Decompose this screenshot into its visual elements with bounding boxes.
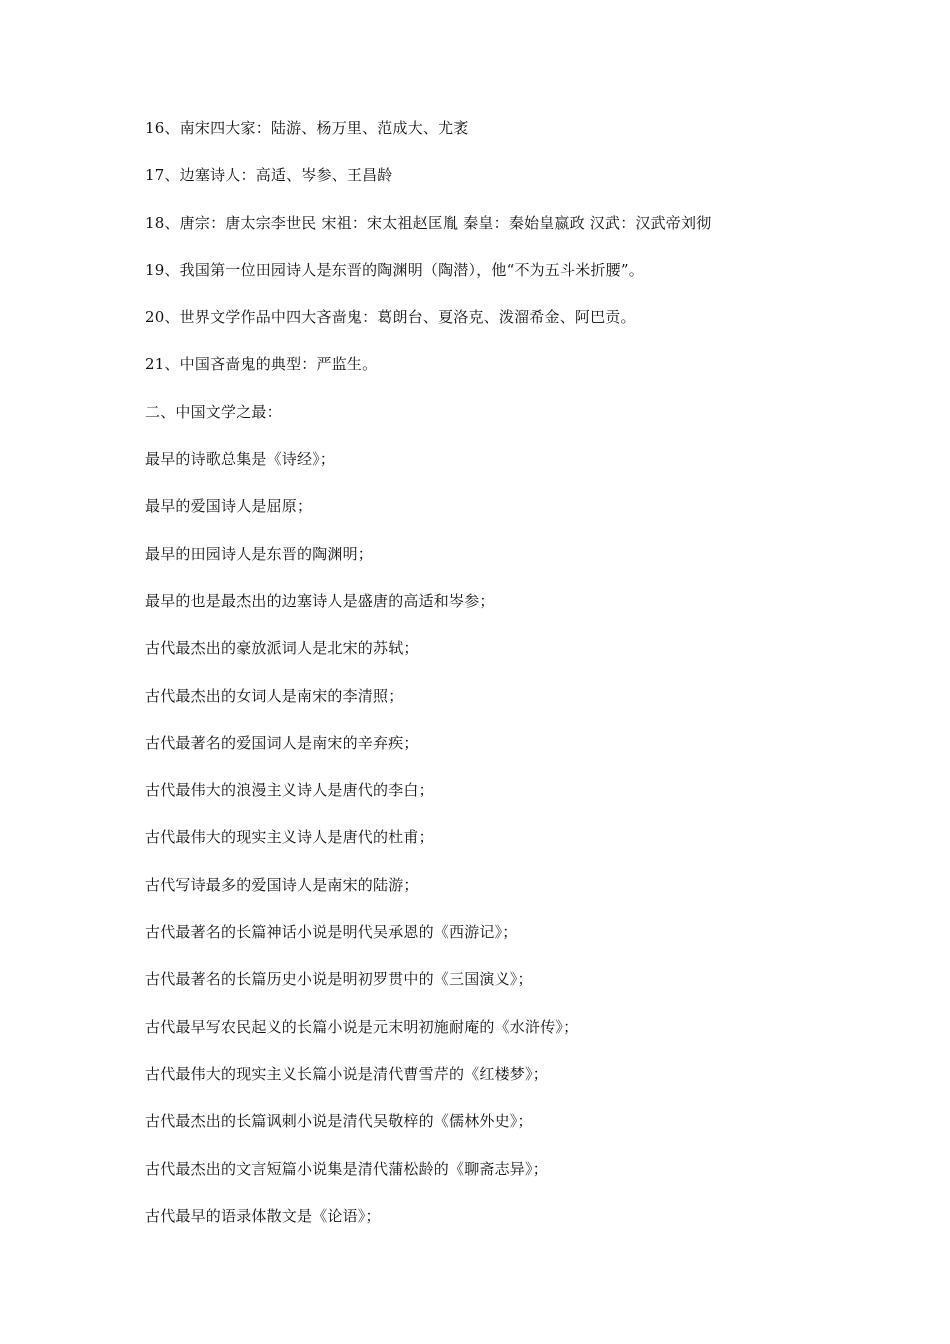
list-item-20: 20、世界文学作品中四大吝啬鬼：葛朗台、夏洛克、泼溜希金、阿巴贡。 bbox=[145, 308, 636, 327]
fact-line: 古代写诗最多的爱国诗人是南宋的陆游； bbox=[145, 875, 419, 894]
fact-line: 古代最伟大的现实主义诗人是唐代的杜甫； bbox=[145, 828, 434, 847]
fact-line: 最早的田园诗人是东晋的陶渊明； bbox=[145, 544, 374, 563]
fact-line: 古代最著名的爱国词人是南宋的辛弃疾； bbox=[145, 733, 419, 752]
fact-line: 古代最杰出的豪放派词人是北宋的苏轼； bbox=[145, 639, 419, 658]
fact-line: 古代最著名的长篇神话小说是明代吴承恩的《西游记》； bbox=[145, 923, 518, 942]
fact-line: 最早的也是最杰出的边塞诗人是盛唐的高适和岑参； bbox=[145, 591, 495, 610]
fact-line: 古代最早写农民起义的长篇小说是元末明初施耐庵的《水浒传》； bbox=[145, 1017, 579, 1036]
fact-line: 古代最杰出的长篇讽刺小说是清代吴敬梓的《儒林外史》； bbox=[145, 1112, 533, 1131]
list-item-19: 19、我国第一位田园诗人是东晋的陶渊明（陶潜），他“不为五斗米折腰”。 bbox=[145, 260, 644, 279]
list-item-16: 16、南宋四大家：陆游、杨万里、范成大、尤袤 bbox=[145, 119, 469, 137]
fact-line: 古代最伟大的现实主义长篇小说是清代曹雪芹的《红楼梦》； bbox=[145, 1064, 548, 1083]
fact-line: 最早的诗歌总集是《诗经》； bbox=[145, 450, 336, 469]
list-item-21: 21、中国吝啬鬼的典型：严监生。 bbox=[145, 355, 378, 374]
list-item-18: 18、唐宗：唐太宗李世民 宋祖：宋太祖赵匡胤 秦皇：秦始皇嬴政 汉武：汉武帝刘彻 bbox=[145, 213, 712, 232]
list-item-17: 17、边塞诗人：高适、岑参、王昌龄 bbox=[145, 166, 393, 185]
fact-line: 古代最著名的长篇历史小说是明初罗贯中的《三国演义》； bbox=[145, 970, 533, 989]
fact-line: 古代最杰出的文言短篇小说集是清代蒲松龄的《聊斋志异》； bbox=[145, 1159, 548, 1178]
fact-line: 最早的爱国诗人是屈原； bbox=[145, 497, 313, 516]
fact-line: 古代最杰出的女词人是南宋的李清照； bbox=[145, 686, 404, 705]
document-body bbox=[145, 116, 845, 1251]
fact-line: 古代最伟大的浪漫主义诗人是唐代的李白； bbox=[145, 781, 434, 800]
section-heading: 二、中国文学之最： bbox=[145, 402, 282, 421]
fact-line: 古代最早的语录体散文是《论语》； bbox=[145, 1206, 381, 1225]
